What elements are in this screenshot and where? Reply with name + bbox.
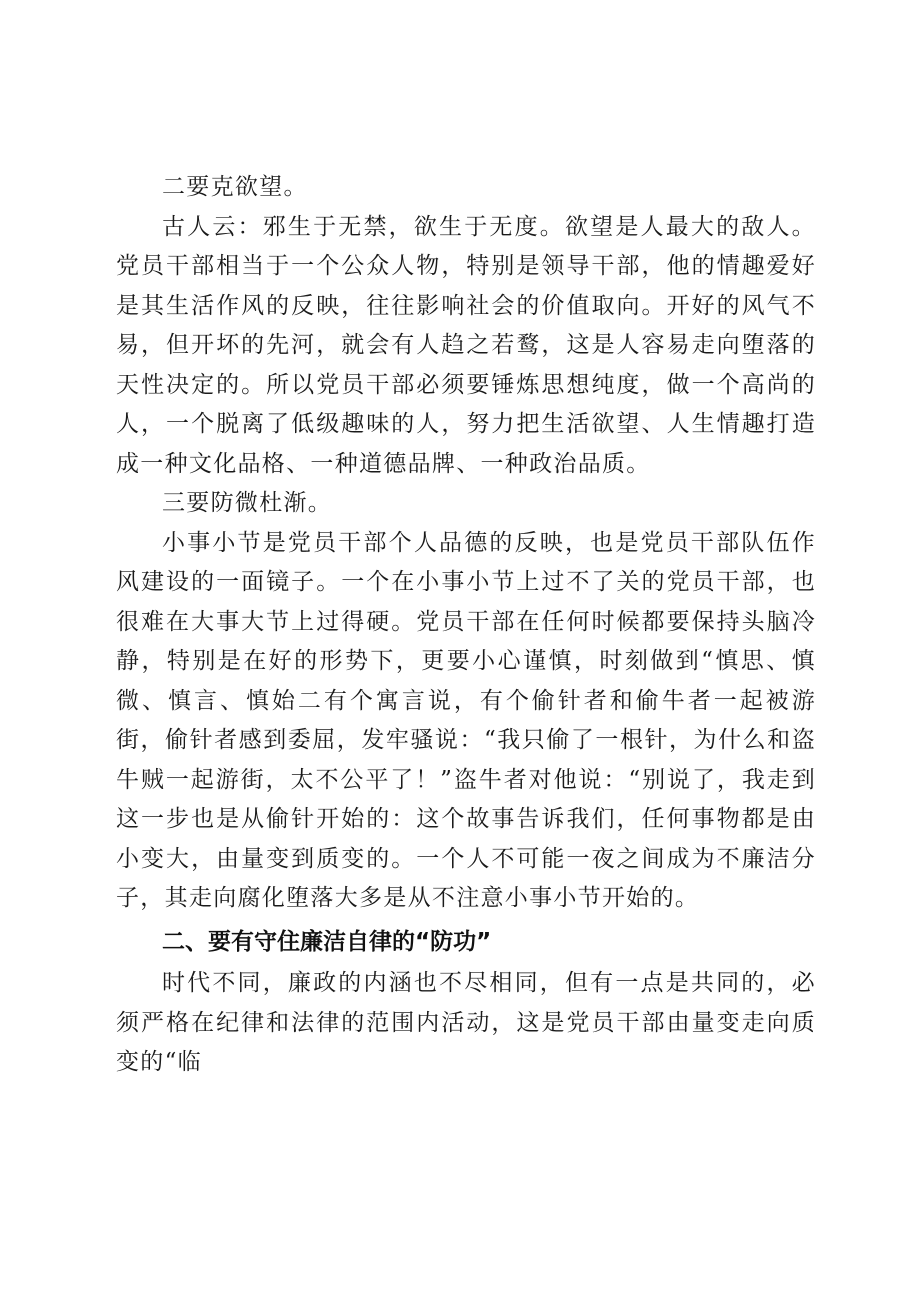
document-body [116, 168, 816, 1083]
paragraph-desire: 古人云：邪生于无禁，欲生于无度。欲望是人最大的敌人。党员干部相当于一个公众人物，特别是领导干部，他的情趣爱好是其生活作风的反映，往往影响社会的价值取向。开好的风气不易，但开坏的先河，就会有人趋之若鹜，这是人容易走向堕落的天性决定的。所以党员干部必须要锤炼思想纯度，做一个高尚的人，一个脱离了低级趣味的人，努力把生活欲望、人生情趣打造成一种文化品格、一种道德品牌、一种政治品质。 [116, 213, 816, 477]
subheading-prevent-small: 三要防微杜渐。 [162, 490, 333, 516]
section-heading-integrity: 二、要有守住廉洁自律的“防功” [162, 928, 492, 955]
paragraph-times-differ: 时代不同，廉政的内涵也不尽相同，但有一点是共同的，必须严格在纪律和法律的范围内活动，这是党员干部由量变走向质变的“临 [116, 970, 816, 1075]
subheading-restrain-desire: 二要克欲望。 [162, 174, 308, 200]
paragraph-small-matters: 小事小节是党员干部个人品德的反映，也是党员干部队伍作风建设的一面镜子。一个在小事小节上过不了关的党员干部，也很难在大事大节上过得硬。党员干部在任何时候都要保持头脑冷静，特别是在好的形势下，更要小心谨慎，时刻做到“慎思、慎微、慎言、慎始二有个寓言说，有个偷针者和偷牛者一起被游街，偷针者感到委屈，发牢骚说：“我只偷了一根针，为什么和盗牛贼一起游街，太不公平了！”盗牛者对他说：“别说了，我走到这一步也是从偷针开始的：这个故事告诉我们，任何事物都是由小变大，由量变到质变的。一个人不可能一夜之间成为不廉洁分子，其走向腐化堕落大多是从不注意小事小节开始的。 [116, 529, 816, 911]
